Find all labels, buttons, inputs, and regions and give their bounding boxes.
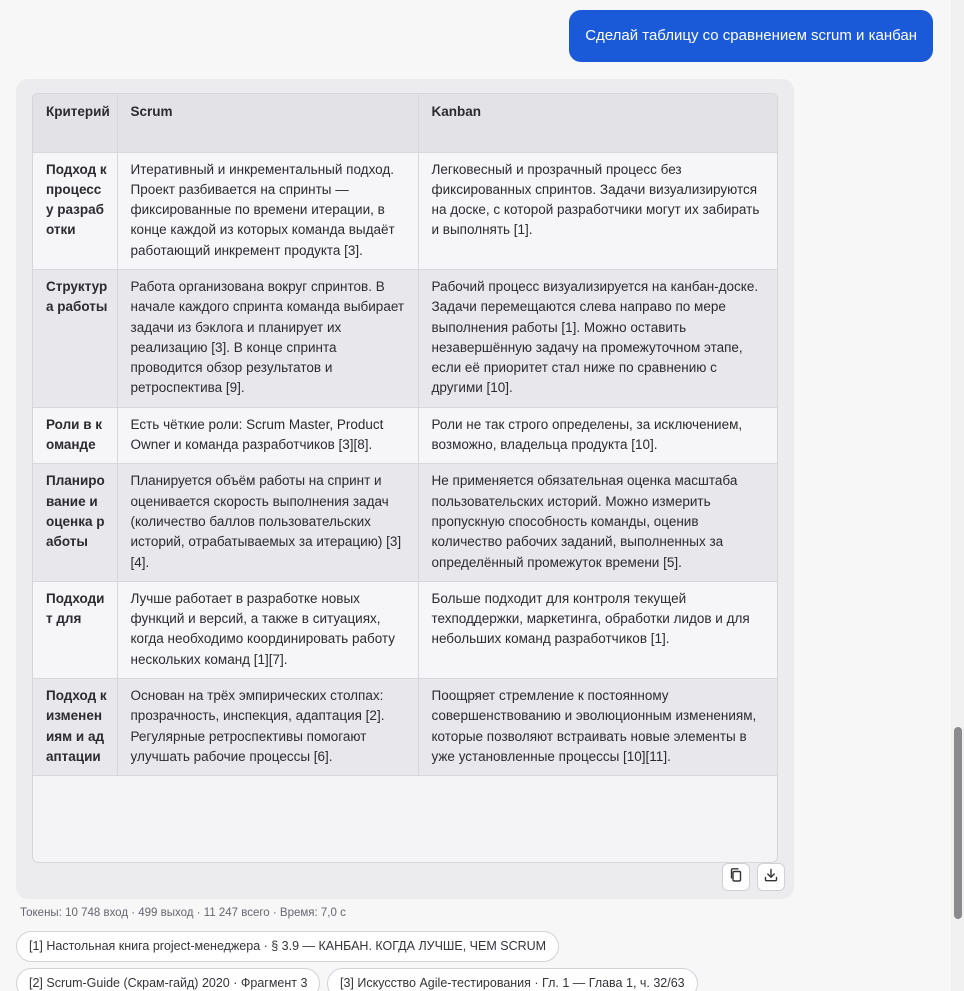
table-row — [33, 679, 778, 776]
row-scrum-cell: Есть чёткие роли: Scrum Master, Product Owner и команда разработчиков [3][8]. — [117, 407, 418, 464]
user-message-bubble: Сделай таблицу со сравнением scrum и канбан — [569, 10, 933, 62]
row-scrum-cell: Работа организована вокруг спринтов. В начале каждого спринта команда выбирает задачи из бэклога и планирует их реализацию [3]. В конце спринта проводится обзор результатов и ретроспектива [9]. — [117, 269, 418, 407]
header-kanban: Kanban — [418, 94, 778, 152]
row-criterion: Роли в команде — [33, 407, 117, 464]
table-row — [33, 581, 778, 678]
row-kanban-cell: Роли не так строго определены, за исключением, возможно, владельца продукта [10]. — [418, 407, 778, 464]
download-button[interactable] — [757, 863, 785, 891]
row-criterion: Планирование и оценка работы — [33, 464, 117, 581]
row-kanban-cell: Больше подходит для контроля текущей техподдержки, маркетинга, обработки лидов и для небольших команд разработчиков [1]. — [418, 581, 778, 678]
source-chip[interactable]: [3] Искусство Agile-тестирования · Гл. 1 — Глава 1, ч. 32/63 — [327, 968, 698, 991]
comparison-table — [33, 94, 778, 776]
token-stats: Токены: 10 748 вход · 499 выход · 11 247 всего · Время: 7,0 с — [20, 907, 346, 919]
row-scrum-cell: Планируется объём работы на спринт и оценивается скорость выполнения задач (количество баллов пользовательских историй, отрабатываемых за итерацию) [3][4]. — [117, 464, 418, 581]
row-criterion: Подход к процессу разработки — [33, 152, 117, 269]
download-icon — [763, 867, 779, 888]
row-criterion: Структура работы — [33, 269, 117, 407]
table-row — [33, 464, 778, 581]
row-criterion: Подход к изменениям и адаптации — [33, 679, 117, 776]
source-chip[interactable]: [2] Scrum-Guide (Скрам-гайд) 2020 · Фрагмент 3 — [16, 968, 320, 991]
row-kanban-cell: Поощряет стремление к постоянному совершенствованию и эволюционным изменениям, которые позволяют встраивать новые элементы в уже установленные процессы [10][11]. — [418, 679, 778, 776]
source-chip[interactable]: [1] Настольная книга project-менеджера · § 3.9 — КАНБАН. КОГДА ЛУЧШЕ, ЧЕМ SCRUM — [16, 931, 559, 962]
header-scrum: Scrum — [117, 94, 418, 152]
table-row — [33, 152, 778, 269]
table-row — [33, 407, 778, 464]
row-kanban-cell: Легковесный и прозрачный процесс без фиксированных спринтов. Задачи визуализируются на доске, с которой разработчики могут их забирать и выполнять [1]. — [418, 152, 778, 269]
row-scrum-cell: Основан на трёх эмпирических столпах: прозрачность, инспекция, адаптация [2]. Регулярные ретроспективы помогают улучшать рабочие процессы [6]. — [117, 679, 418, 776]
row-kanban-cell: Не применяется обязательная оценка масштаба пользовательских историй. Можно измерить пропускную способность команды, оценив количество рабочих заданий, выполненных за определённый промежуток времени [5]. — [418, 464, 778, 581]
comparison-table-container[interactable] — [32, 93, 778, 863]
answer-actions — [722, 863, 785, 891]
row-scrum-cell: Лучше работает в разработке новых функций и версий, а также в ситуациях, когда необходимо координировать работу нескольких команд [1][7]. — [117, 581, 418, 678]
table-header-row — [33, 94, 778, 152]
row-criterion: Подходит для — [33, 581, 117, 678]
header-criterion: Критерий — [33, 94, 117, 152]
copy-icon — [728, 867, 744, 888]
scrollbar-thumb[interactable] — [954, 727, 962, 919]
copy-button[interactable] — [722, 863, 750, 891]
table-row — [33, 269, 778, 407]
row-kanban-cell: Рабочий процесс визуализируется на канбан-доске. Задачи перемещаются слева направо по мере выполнения работы [1]. Можно оставить незавершённую задачу на промежуточном этапе, если её приоритет стал ниже по сравнению с другими [10]. — [418, 269, 778, 407]
page-scrollbar[interactable] — [951, 0, 964, 991]
assistant-answer-card — [16, 79, 794, 899]
row-scrum-cell: Итеративный и инкрементальный подход. Проект разбивается на спринты — фиксированные по времени итерации, в конце каждой из которых команда выдаёт работающий инкремент продукта [3]. — [117, 152, 418, 269]
